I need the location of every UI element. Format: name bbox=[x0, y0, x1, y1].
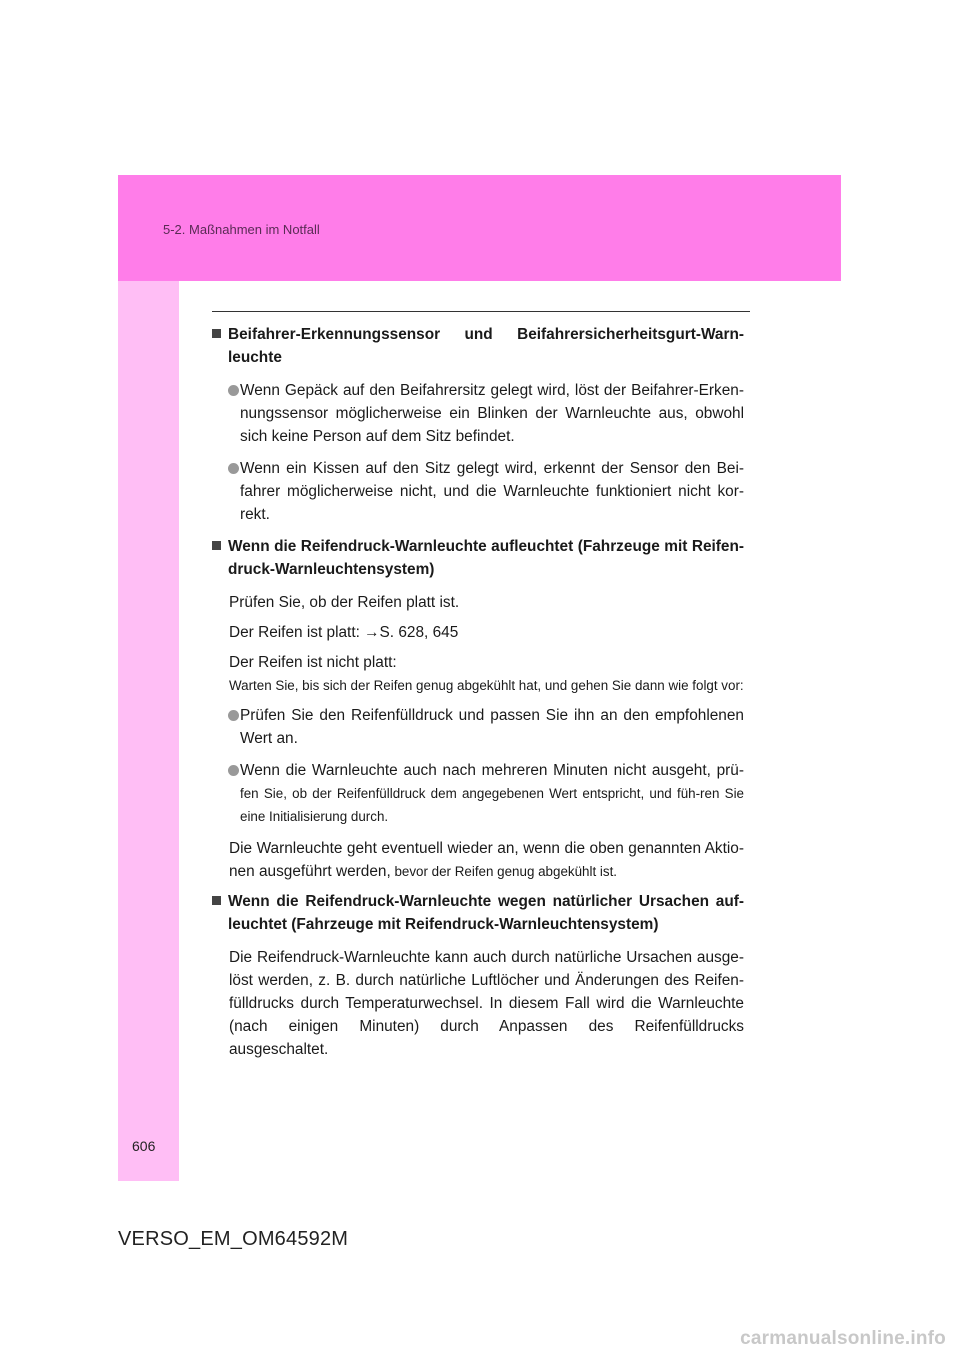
square-bullet-icon bbox=[212, 323, 228, 346]
watermark: carmanualsonline.info bbox=[740, 1328, 946, 1349]
paragraph: Prüfen Sie, ob der Reifen platt ist. bbox=[229, 594, 460, 611]
list-item: Prüfen Sie den Reifenfülldruck und passen Sie ihn an den empfohlenen Wert an. bbox=[212, 704, 744, 750]
circle-bullet-icon bbox=[228, 463, 239, 474]
paragraph: Die Reifendruck-Warnleuchte kann auch durch natürliche Ursachen ausge-löst werden, z. B. durch natürliche Luftlöcher und Änderungen des Reifen-fülldrucks durch Temperaturwechsel. In diesem Fall wird die Warnleuchte (nach einigen Minuten) durch Anpassen des Reifenfülldrucks ausgeschaltet. bbox=[229, 949, 744, 1058]
section-title: 5-2. Maßnahmen im Notfall bbox=[163, 222, 320, 237]
paragraph-small: Warten Sie, bis sich der Reifen genug abgekühlt hat, und gehen Sie dann wie folgt vor: bbox=[229, 678, 744, 693]
page-number: 606 bbox=[132, 1138, 156, 1154]
list-item: Wenn die Warnleuchte auch nach mehreren Minuten nicht ausgeht, prü- fen Sie, ob der Reifenfülldruck dem angegebenen Wert entspricht, und füh-ren Sie eine Initialisierung durch. bbox=[212, 759, 744, 828]
document-code: VERSO_EM_OM64592M bbox=[118, 1228, 349, 1250]
circle-bullet-icon bbox=[228, 710, 239, 721]
circle-bullet-icon bbox=[228, 385, 239, 396]
list-item: Wenn Gepäck auf den Beifahrersitz gelegt wird, löst der Beifahrer-Erken-nungssensor möglicherweise ein Blinken der Warnleuchte aus, obwohl sich keine Person auf dem Sitz befindet. bbox=[212, 379, 744, 448]
top-rule bbox=[212, 311, 750, 312]
heading: Beifahrer-Erkennungssensor und Beifahrersicherheitsgurt-Warn-leuchte bbox=[212, 323, 744, 369]
page-content bbox=[212, 323, 744, 1068]
circle-bullet-icon bbox=[228, 765, 239, 776]
heading: Wenn die Reifendruck-Warnleuchte aufleuchtet (Fahrzeuge mit Reifen-druck-Warnleuchtensystem) bbox=[212, 535, 744, 581]
list-item: Wenn ein Kissen auf den Sitz gelegt wird, erkennt der Sensor den Bei-fahrer möglicherweise nicht, und die Warnleuchte funktioniert nicht kor-rekt. bbox=[212, 457, 744, 526]
paragraph: Die Warnleuchte geht eventuell wieder an, wenn die oben genannten Aktio-nen ausgeführt werden, bevor der Reifen genug abgekühlt ist. bbox=[229, 840, 744, 880]
square-bullet-icon bbox=[212, 535, 228, 558]
heading: Wenn die Reifendruck-Warnleuchte wegen natürlicher Ursachen auf-leuchtet (Fahrzeuge mit Reifendruck-Warnleuchtensystem) bbox=[212, 890, 744, 936]
paragraph: Der Reifen ist nicht platt: bbox=[229, 654, 397, 671]
side-strip bbox=[118, 281, 179, 1181]
square-bullet-icon bbox=[212, 890, 228, 913]
paragraph: Der Reifen ist platt: →S. 628, 645 bbox=[229, 624, 459, 641]
